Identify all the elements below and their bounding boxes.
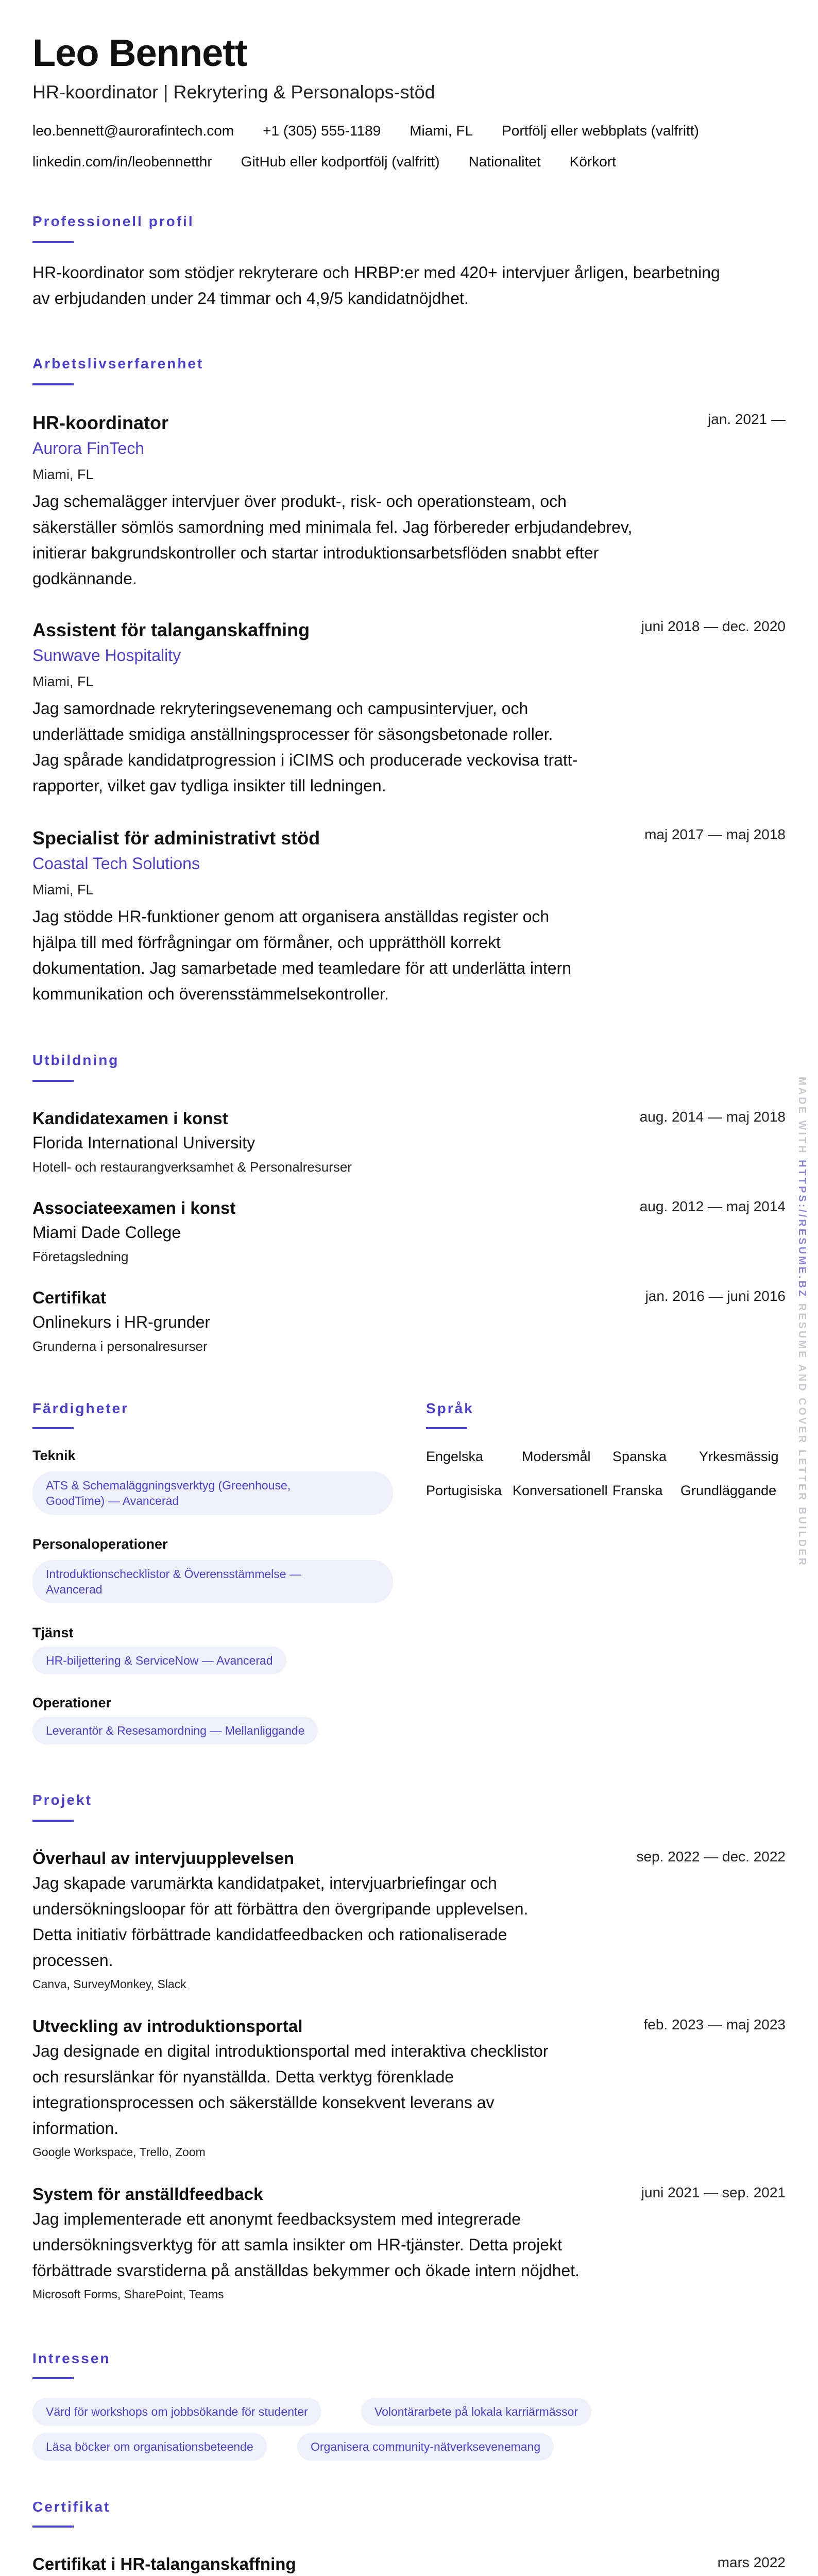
job-date: maj 2017 — maj 2018 [644, 826, 786, 842]
education-school: Florida International University [32, 1133, 255, 1152]
skill-pill-line: Avancerad [46, 1583, 103, 1596]
project-title: Överhaul av intervjuupplevelsen [32, 1849, 295, 1868]
project-description [32, 2206, 580, 2283]
skill-pill [32, 1717, 318, 1744]
project-line: undersökningsloopar för att förbättra den övergripande upplevelsen. [32, 1900, 529, 1918]
section-title-profile: Professionell profil [32, 213, 194, 229]
job-description [32, 488, 632, 591]
project-tools: Google Workspace, Trello, Zoom [32, 2145, 206, 2159]
watermark-link[interactable]: HTTPS://RESUME.BZ [796, 1160, 808, 1299]
job-description [32, 904, 571, 1007]
education-field: Hotell- och restaurangverksamhet & Personalresurser [32, 1159, 352, 1175]
section-divider [32, 1080, 74, 1082]
project-line: Jag implementerade ett anonymt feedbacksystem med integrerade [32, 2210, 521, 2228]
education-date: aug. 2012 — maj 2014 [639, 1198, 786, 1214]
builder-watermark [796, 1077, 808, 1567]
contact-github[interactable]: GitHub eller kodportfölj (valfritt) [241, 154, 440, 170]
project-line: och resurslänkar för nyanställda. Detta verktyg förenklade [32, 2067, 454, 2086]
contact-email[interactable]: leo.bennett@aurorafintech.com [32, 123, 234, 139]
section-divider [32, 2526, 74, 2528]
job-title: HR-koordinator [32, 412, 168, 433]
project-date: juni 2021 — sep. 2021 [641, 2184, 786, 2200]
interest-pill: Läsa böcker om organisationsbeteende [32, 2433, 267, 2461]
project-line: Jag designade en digital introduktionsportal med interaktiva checklistor [32, 2042, 549, 2060]
project-line: förbättrade svarstiderna på anställdas bekymmer och ökade intern nöjdhet. [32, 2261, 580, 2280]
job-line: underlättade smidiga anställningsprocesser för säsongsbetonade roller. [32, 725, 553, 743]
skill-category: Personaloperationer [32, 1536, 168, 1552]
section-title-skills: Färdigheter [32, 1400, 129, 1416]
section-title-projects: Projekt [32, 1792, 92, 1808]
education-school: Miami Dade College [32, 1223, 181, 1242]
section-title-interests: Intressen [32, 2350, 111, 2366]
candidate-headline: HR-koordinator | Rekrytering & Personalops-stöd [32, 81, 435, 103]
project-line: Detta initiativ förbättrade kandidatfeedbacken och rationaliserade [32, 1925, 507, 1944]
contact-phone[interactable]: +1 (305) 555-1189 [263, 123, 381, 139]
project-title: Utveckling av introduktionsportal [32, 2016, 303, 2036]
contact-row-2 [32, 154, 645, 170]
watermark-suffix: RESUME AND COVER LETTER BUILDER [796, 1298, 808, 1567]
skill-pill [32, 1471, 393, 1515]
language-name: Spanska [612, 1449, 667, 1464]
profile-line: HR-koordinator som stödjer rekryterare och HRBP:er med 420+ intervjuer årligen, bearbetning [32, 263, 720, 282]
job-line: kommunikation och överensstämmelsekontroller. [32, 985, 389, 1003]
language-name: Engelska [426, 1449, 484, 1464]
education-school: Onlinekurs i HR-grunder [32, 1313, 211, 1331]
education-degree: Certifikat [32, 1288, 107, 1307]
job-title: Specialist för administrativt stöd [32, 827, 320, 849]
contact-linkedin[interactable]: linkedin.com/in/leobennetthr [32, 154, 212, 170]
project-tools: Canva, SurveyMonkey, Slack [32, 1977, 186, 1991]
candidate-name: Leo Bennett [32, 31, 247, 74]
section-divider [32, 1427, 74, 1429]
watermark-prefix: MADE WITH [796, 1077, 808, 1160]
job-description [32, 696, 577, 799]
education-date: jan. 2016 — juni 2016 [645, 1288, 786, 1304]
job-line: godkännande. [32, 569, 137, 588]
job-location: Miami, FL [32, 467, 94, 482]
language-level: Grundläggande [680, 1483, 777, 1498]
project-line: information. [32, 2119, 119, 2138]
project-description [32, 2038, 548, 2141]
profile-line: av erbjudanden under 24 timmar och 4,9/5 kandidatnöjdhet. [32, 289, 469, 308]
job-location: Miami, FL [32, 882, 94, 897]
contact-portfolio[interactable]: Portfölj eller webbplats (valfritt) [502, 123, 699, 139]
job-title: Assistent för talanganskaffning [32, 619, 310, 640]
education-field: Grunderna i personalresurser [32, 1338, 208, 1354]
project-date: feb. 2023 — maj 2023 [643, 2016, 786, 2032]
project-line: undersökningsverktyg för att samla insikter om HR-tjänster. Detta projekt [32, 2235, 562, 2254]
section-title-experience: Arbetslivserfarenhet [32, 355, 204, 371]
project-tools: Microsoft Forms, SharePoint, Teams [32, 2287, 224, 2301]
project-title: System för anställdfeedback [32, 2184, 263, 2204]
project-line: processen. [32, 1951, 113, 1970]
job-company: Aurora FinTech [32, 439, 144, 457]
contact-license: Körkort [569, 154, 616, 170]
profile-summary [32, 260, 720, 311]
job-company: Coastal Tech Solutions [32, 854, 200, 873]
project-description [32, 1870, 528, 1973]
skill-pill-line: Introduktionschecklistor & Överensstämmelse — [46, 1567, 301, 1581]
language-level: Konversationell [513, 1483, 608, 1498]
job-date: jan. 2021 — [708, 411, 786, 427]
education-degree: Kandidatexamen i konst [32, 1109, 228, 1128]
interest-pill: Organisera community-nätverksevenemang [297, 2433, 554, 2461]
contact-location: Miami, FL [410, 123, 473, 139]
certificate-date: mars 2022 [717, 2554, 786, 2570]
section-divider [32, 2377, 74, 2379]
language-name: Portugisiska [426, 1483, 502, 1498]
project-line: integrationsprocessen och säkerställde konsekvent leverans av [32, 2093, 495, 2112]
section-divider [426, 1427, 467, 1429]
skill-pill-line: Leverantör & Resesamordning — Mellanliggande [46, 1724, 305, 1737]
job-line: Jag schemalägger intervjuer över produkt-, risk- och operationsteam, och [32, 492, 567, 511]
skill-pill-line: ATS & Schemaläggningsverktyg (Greenhouse, [46, 1479, 291, 1492]
section-title-education: Utbildning [32, 1052, 120, 1068]
skill-category: Tjänst [32, 1625, 74, 1640]
education-degree: Associateexamen i konst [32, 1198, 236, 1217]
certificate-name: Certifikat i HR-talanganskaffning [32, 2554, 296, 2573]
job-date: juni 2018 — dec. 2020 [641, 618, 786, 634]
language-level: Modersmål [522, 1449, 591, 1464]
language-level: Yrkesmässig [699, 1449, 779, 1464]
contact-nationality: Nationalitet [468, 154, 541, 170]
interest-pill: Värd för workshops om jobbsökande för studenter [32, 2398, 321, 2426]
project-line: Jag skapade varumärkta kandidatpaket, intervjuarbriefingar och [32, 1874, 497, 1892]
skill-pill [32, 1647, 286, 1674]
job-location: Miami, FL [32, 674, 94, 689]
skill-pill-line: HR-biljettering & ServiceNow — Avancerad [46, 1654, 273, 1667]
job-line: Jag spårade kandidatprogression i iCIMS och producerade veckovisa tratt- [32, 751, 578, 769]
contact-row-1 [32, 123, 728, 139]
job-line: Jag samordnade rekryteringsevenemang och campusintervjuer, och [32, 699, 529, 718]
job-company: Sunwave Hospitality [32, 646, 181, 665]
skill-category: Operationer [32, 1695, 112, 1710]
job-line: hjälpa till med förfrågningar om förmåner, och upprätthöll korrekt [32, 933, 501, 952]
interest-pill: Volontärarbete på lokala karriärmässor [361, 2398, 591, 2426]
section-divider [32, 383, 74, 385]
education-date: aug. 2014 — maj 2018 [639, 1109, 786, 1125]
section-divider [32, 1820, 74, 1822]
project-date: sep. 2022 — dec. 2022 [636, 1849, 786, 1865]
skill-category: Teknik [32, 1448, 76, 1463]
section-title-languages: Språk [426, 1400, 474, 1416]
skill-pill [32, 1560, 393, 1603]
job-line: Jag stödde HR-funktioner genom att organisera anställdas register och [32, 907, 550, 926]
section-title-certificates: Certifikat [32, 2499, 111, 2515]
job-line: säkerställer sömlös samordning med minimala fel. Jag förbereder erbjudandebrev, [32, 518, 633, 536]
job-line: dokumentation. Jag samarbetade med teamledare för att underlätta intern [32, 959, 571, 977]
job-line: rapporter, vilket gav tydliga insikter till ledningen. [32, 776, 386, 795]
skill-pill-line: GoodTime) — Avancerad [46, 1494, 179, 1507]
language-name: Franska [612, 1483, 663, 1498]
job-line: initierar bakgrundskontroller och startar introduktionsarbetsflöden snabbt efter [32, 544, 599, 562]
education-field: Företagsledning [32, 1249, 129, 1264]
section-divider [32, 241, 74, 243]
